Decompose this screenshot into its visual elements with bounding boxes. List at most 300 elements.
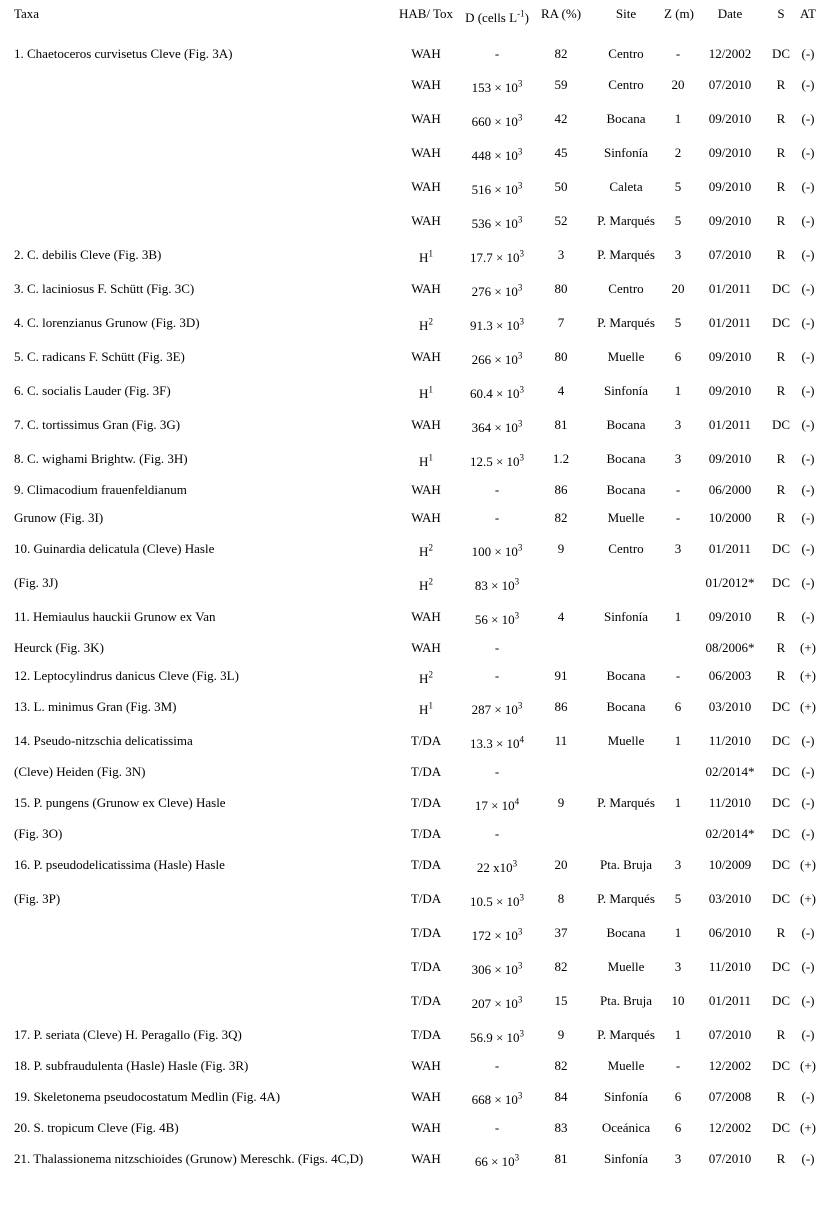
column-header-at: AT: [800, 6, 816, 21]
cell-hab-tox: WAH: [411, 111, 441, 126]
cell-density: $266 \times 10^3$: [471, 350, 523, 367]
cell-site: Oceánica: [601, 1120, 651, 1135]
cell-depth: 3: [674, 959, 682, 974]
cell-hab-tox: WAH: [411, 609, 441, 624]
cell-density-exponent: 3: [517, 994, 523, 1005]
cell-taxa: 7. C. tortissimus Gran (Fig. 3G): [14, 417, 181, 432]
table-row: [0, 1114, 822, 1142]
cell-date: 01/2011: [708, 417, 752, 432]
cell-density-exponent: 3: [517, 78, 523, 89]
cell-taxa: Grunow (Fig. 3I): [14, 510, 104, 525]
cell-hab-tox: $H^1$: [419, 700, 433, 717]
cell-density-exponent: 3: [519, 316, 525, 327]
cell-at: (+): [800, 857, 816, 872]
cell-hab-tox: WAH: [411, 510, 441, 525]
cell-taxa: (Fig. 3O): [14, 826, 63, 841]
cell-hab-tox: WAH: [411, 179, 441, 194]
cell-site: Pta. Bruja: [600, 993, 652, 1008]
cell-date: 10/2009: [708, 857, 752, 872]
table-row: [0, 374, 822, 408]
cell-date: 01/2011: [708, 315, 752, 330]
table-header-row: [0, 0, 822, 40]
cell-date: 10/2000: [708, 510, 752, 525]
cell-ra: 82: [554, 959, 568, 974]
column-header-depth: Z (m): [664, 6, 694, 21]
cell-taxa: 9. Climacodium frauenfeldianum: [14, 482, 187, 497]
column-header-density: D (cells $L^{-1}$): [465, 8, 529, 25]
cell-taxa: 5. C. radicans F. Schütt (Fig. 3E): [14, 349, 185, 364]
cell-density: $287 \times 10^3$: [471, 700, 523, 717]
cell-site: Sinfonía: [603, 383, 649, 398]
cell-density-exponent: 3: [519, 248, 525, 259]
table-row: [0, 272, 822, 306]
table-row: [0, 68, 822, 102]
cell-site: Sinfonía: [603, 1089, 649, 1104]
cell-density-exponent: 3: [519, 892, 525, 903]
cell-date: 03/2010: [708, 699, 752, 714]
cell-hab-tox: WAH: [411, 640, 441, 655]
cell-taxa: 12. Leptocylindrus danicus Cleve (Fig. 3L): [14, 668, 239, 683]
table-row: [0, 566, 822, 600]
table-row: [0, 306, 822, 340]
cell-site: Muelle: [607, 959, 645, 974]
cell-taxa: Heurck (Fig. 3K): [14, 640, 104, 655]
table-row: [0, 662, 822, 690]
cell-density: $56.9 \times 10^3$: [469, 1028, 525, 1045]
cell-at: (-): [801, 609, 815, 624]
cell-s: DC: [771, 46, 791, 61]
table-row: [0, 1080, 822, 1114]
cell-s: DC: [771, 959, 791, 974]
cell-ra: 86: [554, 699, 568, 714]
cell-taxa: 10. Guinardia delicatula (Cleve) Hasle: [14, 541, 215, 556]
cell-at: (-): [801, 826, 815, 841]
cell-date: 09/2010: [708, 213, 752, 228]
cell-hab-tox: WAH: [411, 417, 441, 432]
cell-hab-tox: T/DA: [410, 959, 442, 974]
cell-taxa: 11. Hemiaulus hauckii Grunow ex Van: [14, 609, 216, 624]
cell-site: Sinfonía: [603, 1151, 649, 1166]
cell-density-exponent: 3: [514, 576, 520, 587]
cell-at: (-): [801, 77, 815, 92]
cell-s: DC: [771, 281, 791, 296]
table-row: [0, 634, 822, 662]
cell-s: R: [776, 451, 786, 466]
cell-ra: 81: [554, 1151, 568, 1166]
cell-site: P. Marqués: [597, 315, 655, 330]
cell-site: P. Marqués: [597, 891, 655, 906]
table-body: [0, 40, 822, 1176]
cell-ra: 1.2: [552, 451, 570, 466]
cell-date: 07/2008: [708, 1089, 752, 1104]
cell-depth: 1: [674, 383, 682, 398]
cell-ra: 81: [554, 417, 568, 432]
cell-taxa: 8. C. wighami Brightw. (Fig. 3H): [14, 451, 188, 466]
cell-hab-tox: WAH: [411, 349, 441, 364]
cell-density: $100 \times 10^3$: [471, 542, 523, 559]
cell-density-exponent: 4: [514, 796, 520, 807]
cell-hab-tox: T/DA: [410, 857, 442, 872]
cell-at: (-): [801, 349, 815, 364]
cell-s: R: [776, 1027, 786, 1042]
cell-hab-tox-exponent: 2: [428, 316, 433, 327]
cell-hab-tox: WAH: [411, 1089, 441, 1104]
cell-depth: 20: [671, 281, 685, 296]
cell-hab-tox: WAH: [411, 1151, 441, 1166]
table-row: [0, 170, 822, 204]
cell-date: 09/2010: [708, 111, 752, 126]
column-header-ra: RA (%): [540, 6, 582, 21]
table-row: [0, 1018, 822, 1052]
cell-hab-tox: WAH: [411, 1120, 441, 1135]
cell-ra: 84: [554, 1089, 568, 1104]
cell-depth: 6: [674, 1120, 682, 1135]
cell-ra: 20: [554, 857, 568, 872]
cell-density-exponent: 3: [517, 926, 523, 937]
cell-hab-tox: T/DA: [410, 826, 442, 841]
cell-s: DC: [771, 733, 791, 748]
cell-site: Bocana: [606, 699, 646, 714]
cell-date: 11/2010: [708, 795, 752, 810]
cell-taxa: 3. C. laciniosus F. Schütt (Fig. 3C): [14, 281, 195, 296]
cell-density: $536 \times 10^3$: [471, 214, 523, 231]
cell-s: R: [776, 247, 786, 262]
cell-taxa: 17. P. seriata (Cleve) H. Peragallo (Fig. 3Q): [14, 1027, 242, 1042]
cell-density: $660 \times 10^3$: [471, 112, 523, 129]
cell-ra: 9: [557, 795, 565, 810]
table-row: [0, 690, 822, 724]
cell-s: R: [776, 510, 786, 525]
cell-ra: 91: [554, 668, 568, 683]
cell-at: (-): [801, 111, 815, 126]
cell-taxa: 2. C. debilis Cleve (Fig. 3B): [14, 247, 162, 262]
cell-depth: 3: [674, 857, 682, 872]
cell-ra: 52: [554, 213, 568, 228]
cell-density: $516 \times 10^3$: [471, 180, 523, 197]
cell-s: DC: [771, 541, 791, 556]
cell-taxa: 4. C. lorenzianus Grunow (Fig. 3D): [14, 315, 200, 330]
cell-date: 06/2003: [708, 668, 752, 683]
cell-depth: 1: [674, 733, 682, 748]
cell-hab-tox: $H^1$: [419, 452, 433, 469]
table-row: [0, 136, 822, 170]
cell-date: 02/2014*: [705, 764, 755, 779]
cell-date: 09/2010: [708, 451, 752, 466]
cell-ra: 11: [554, 733, 568, 748]
cell-date: 11/2010: [708, 733, 752, 748]
cell-density-exponent: 3: [519, 1028, 525, 1039]
column-header-taxa: Taxa: [14, 6, 40, 21]
cell-s: R: [776, 213, 786, 228]
cell-s: DC: [771, 764, 791, 779]
cell-s: R: [776, 640, 786, 655]
cell-date: 06/2000: [708, 482, 752, 497]
cell-ra: 4: [557, 383, 565, 398]
cell-s: R: [776, 609, 786, 624]
cell-density-exponent: 3: [514, 1152, 520, 1163]
cell-density: $66 \times 10^3$: [474, 1152, 520, 1169]
cell-s: DC: [771, 699, 791, 714]
cell-taxa: 16. P. pseudodelicatissima (Hasle) Hasle: [14, 857, 225, 872]
column-header-s: S: [777, 6, 785, 21]
table-row: [0, 758, 822, 786]
cell-density-exponent: 3: [519, 452, 525, 463]
cell-date: 01/2011: [708, 281, 752, 296]
cell-density: $668 \times 10^3$: [471, 1090, 523, 1107]
cell-site: Centro: [608, 281, 644, 296]
table-row: [0, 476, 822, 504]
cell-date: 09/2010: [708, 349, 752, 364]
cell-hab-tox: T/DA: [410, 993, 442, 1008]
cell-site: Centro: [608, 541, 644, 556]
cell-density: $153 \times 10^3$: [471, 78, 523, 95]
cell-depth: -: [675, 1058, 681, 1073]
cell-density: $60.4 \times 10^3$: [469, 384, 525, 401]
cell-hab-tox: T/DA: [410, 764, 442, 779]
cell-date: 12/2002: [708, 46, 752, 61]
cell-taxa: 14. Pseudo-nitzschia delicatissima: [14, 733, 193, 748]
cell-depth: 3: [674, 451, 682, 466]
table-row: [0, 600, 822, 634]
column-header-site: Site: [615, 6, 637, 21]
cell-density-exponent: 3: [517, 542, 523, 553]
cell-site: Bocana: [606, 925, 646, 940]
cell-depth: 3: [674, 247, 682, 262]
cell-taxa: 1. Chaetoceros curvisetus Cleve (Fig. 3A): [14, 46, 233, 61]
cell-taxa: 6. C. socialis Lauder (Fig. 3F): [14, 383, 171, 398]
cell-site: Muelle: [607, 733, 645, 748]
cell-s: DC: [771, 891, 791, 906]
cell-density: $12.5 \times 10^3$: [469, 452, 525, 469]
cell-density-exponent: 3: [517, 214, 523, 225]
cell-s: R: [776, 383, 786, 398]
cell-depth: 3: [674, 417, 682, 432]
cell-depth: -: [675, 482, 681, 497]
cell-ra: 9: [557, 541, 565, 556]
cell-hab-tox: WAH: [411, 145, 441, 160]
cell-density: -: [494, 764, 500, 779]
cell-depth: 1: [674, 1027, 682, 1042]
cell-hab-tox: $H^2$: [419, 576, 433, 593]
cell-site: Bocana: [606, 417, 646, 432]
cell-date: 09/2010: [708, 179, 752, 194]
cell-density-exponent: 3: [517, 1090, 523, 1101]
cell-depth: 1: [674, 925, 682, 940]
cell-s: R: [776, 349, 786, 364]
cell-hab-tox: T/DA: [410, 891, 442, 906]
cell-at: (-): [801, 46, 815, 61]
cell-at: (+): [800, 668, 816, 683]
cell-at: (-): [801, 247, 815, 262]
cell-site: Caleta: [609, 179, 643, 194]
cell-hab-tox: WAH: [411, 46, 441, 61]
cell-date: 08/2006*: [705, 640, 755, 655]
cell-density: -: [494, 482, 500, 497]
cell-hab-tox-exponent: 2: [428, 669, 433, 680]
cell-ra: 82: [554, 1058, 568, 1073]
table-row: [0, 204, 822, 238]
cell-at: (-): [801, 482, 815, 497]
cell-s: DC: [771, 1058, 791, 1073]
cell-hab-tox: T/DA: [410, 925, 442, 940]
cell-at: (+): [800, 891, 816, 906]
cell-density-exponent: 4: [519, 734, 525, 745]
cell-density: $276 \times 10^3$: [471, 282, 523, 299]
cell-s: DC: [771, 575, 791, 590]
cell-site: P. Marqués: [597, 1027, 655, 1042]
cell-density: -: [494, 510, 500, 525]
cell-ra: 80: [554, 349, 568, 364]
table-row: [0, 238, 822, 272]
cell-date: 07/2010: [708, 77, 752, 92]
cell-ra: 4: [557, 609, 565, 624]
table-row: [0, 102, 822, 136]
cell-site: Bocana: [606, 111, 646, 126]
cell-date: 07/2010: [708, 1027, 752, 1042]
cell-density: $13.3 \times 10^4$: [469, 734, 525, 751]
cell-at: (-): [801, 1027, 815, 1042]
cell-at: (-): [801, 764, 815, 779]
table-row: [0, 724, 822, 758]
cell-density-exponent: 3: [517, 112, 523, 123]
cell-site: Bocana: [606, 668, 646, 683]
cell-at: (-): [801, 179, 815, 194]
cell-depth: 5: [674, 891, 682, 906]
cell-s: R: [776, 668, 786, 683]
cell-hab-tox: $H^2$: [419, 316, 433, 333]
cell-density-exponent: 3: [517, 146, 523, 157]
cell-date: 12/2002: [708, 1058, 752, 1073]
cell-depth: 6: [674, 1089, 682, 1104]
cell-ra: 3: [557, 247, 565, 262]
cell-depth: 1: [674, 795, 682, 810]
cell-s: DC: [771, 993, 791, 1008]
cell-ra: 83: [554, 1120, 568, 1135]
cell-at: (-): [801, 575, 815, 590]
table-row: [0, 882, 822, 916]
cell-density: $448 \times 10^3$: [471, 146, 523, 163]
cell-at: (-): [801, 1089, 815, 1104]
cell-hab-tox-exponent: 1: [428, 384, 433, 395]
cell-density-exponent: 3: [514, 610, 520, 621]
cell-taxa: (Cleve) Heiden (Fig. 3N): [14, 764, 146, 779]
table-row: [0, 504, 822, 532]
cell-date: 01/2011: [708, 541, 752, 556]
cell-s: DC: [771, 315, 791, 330]
cell-at: (-): [801, 925, 815, 940]
table-row: [0, 916, 822, 950]
cell-depth: 3: [674, 1151, 682, 1166]
cell-site: Sinfonía: [603, 609, 649, 624]
cell-density: $364 \times 10^3$: [471, 418, 523, 435]
cell-depth: 1: [674, 111, 682, 126]
cell-ra: 50: [554, 179, 568, 194]
table-row: [0, 442, 822, 476]
cell-site: Sinfonía: [603, 145, 649, 160]
cell-taxa: 18. P. subfraudulenta (Hasle) Hasle (Fig. 3R): [14, 1058, 249, 1073]
cell-site: P. Marqués: [597, 247, 655, 262]
cell-at: (-): [801, 383, 815, 398]
cell-taxa: 15. P. pungens (Grunow ex Cleve) Hasle: [14, 795, 226, 810]
table-row: [0, 984, 822, 1018]
cell-date: 11/2010: [708, 959, 752, 974]
cell-s: R: [776, 1089, 786, 1104]
table-row: [0, 1052, 822, 1080]
cell-hab-tox: WAH: [411, 1058, 441, 1073]
cell-date: 01/2012*: [705, 575, 755, 590]
cell-hab-tox: T/DA: [410, 733, 442, 748]
cell-density: 22 $x10^3$: [476, 858, 518, 875]
cell-s: R: [776, 179, 786, 194]
table-row: [0, 532, 822, 566]
cell-density: $207 \times 10^3$: [471, 994, 523, 1011]
cell-density: $17.7 \times 10^3$: [469, 248, 525, 265]
cell-density: -: [494, 1120, 500, 1135]
cell-hab-tox: WAH: [411, 482, 441, 497]
cell-density-exponent: 3: [517, 350, 523, 361]
cell-at: (-): [801, 733, 815, 748]
cell-depth: 1: [674, 609, 682, 624]
cell-date: 02/2014*: [705, 826, 755, 841]
cell-at: (-): [801, 993, 815, 1008]
cell-hab-tox: $H^1$: [419, 248, 433, 265]
cell-hab-tox: T/DA: [410, 795, 442, 810]
cell-density: $83 \times 10^3$: [474, 576, 520, 593]
cell-depth: 10: [671, 993, 685, 1008]
cell-depth: -: [675, 510, 681, 525]
cell-density: -: [494, 1058, 500, 1073]
cell-depth: 2: [674, 145, 682, 160]
cell-at: (-): [801, 795, 815, 810]
cell-depth: 5: [674, 315, 682, 330]
cell-density-exponent: 3: [519, 384, 525, 395]
table-row: [0, 340, 822, 374]
cell-site: Pta. Bruja: [600, 857, 652, 872]
cell-depth: 5: [674, 179, 682, 194]
cell-density-exponent: 3: [517, 180, 523, 191]
cell-ra: 82: [554, 510, 568, 525]
cell-s: DC: [771, 1120, 791, 1135]
cell-density: -: [494, 46, 500, 61]
cell-density: $10.5 \times 10^3$: [469, 892, 525, 909]
cell-at: (-): [801, 451, 815, 466]
cell-hab-tox-exponent: 1: [428, 452, 433, 463]
cell-site: Bocana: [606, 482, 646, 497]
cell-s: R: [776, 111, 786, 126]
column-header-date: Date: [717, 6, 743, 21]
cell-ra: 9: [557, 1027, 565, 1042]
cell-ra: 80: [554, 281, 568, 296]
cell-hab-tox-exponent: 1: [428, 248, 433, 259]
cell-density: -: [494, 668, 500, 683]
cell-date: 09/2010: [708, 145, 752, 160]
cell-ra: 45: [554, 145, 568, 160]
cell-ra: 15: [554, 993, 568, 1008]
cell-density: -: [494, 826, 500, 841]
cell-hab-tox-exponent: 2: [428, 542, 433, 553]
cell-at: (+): [800, 1058, 816, 1073]
cell-site: Centro: [608, 46, 644, 61]
cell-hab-tox: WAH: [411, 213, 441, 228]
cell-density-exponent: 3: [517, 418, 523, 429]
cell-ra: 82: [554, 46, 568, 61]
cell-s: R: [776, 77, 786, 92]
cell-date: 06/2010: [708, 925, 752, 940]
density-unit-exponent: -1: [517, 8, 525, 19]
cell-s: DC: [771, 857, 791, 872]
cell-depth: 20: [671, 77, 685, 92]
cell-density-exponent: 3: [517, 282, 523, 293]
